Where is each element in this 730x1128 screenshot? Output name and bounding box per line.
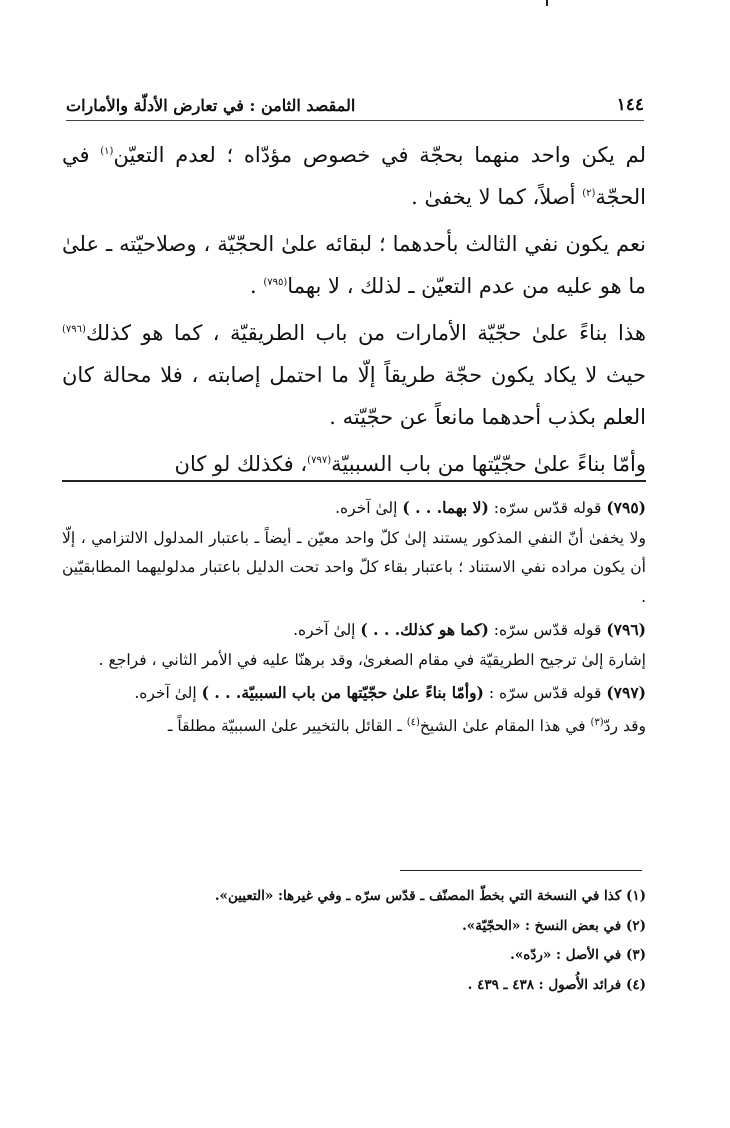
text-run: وأمّا بناءً علىٰ حجّيّتها من باب السببيّة [331, 452, 646, 476]
paragraph-1 [62, 134, 646, 218]
text-run: إلىٰ آخره. [335, 499, 403, 517]
commentary-ref: (٧٩٦) [62, 324, 86, 335]
footnote-ref: (٣) [590, 716, 604, 728]
commentary-796-heading [62, 615, 646, 646]
footnote-divider [400, 870, 642, 871]
quoted-text: (لا بهما. . . ) [402, 498, 489, 517]
commentary-number: (٧٩٦) [606, 620, 646, 639]
commentary-ref: (٧٩٥) [263, 277, 288, 288]
text-run: ، فكذلك لو كان [174, 452, 308, 476]
text-run: في هذا المقام علىٰ الشيخ [419, 716, 591, 735]
paragraph-3 [62, 312, 646, 438]
text-run: في الحجّة [62, 143, 646, 209]
text-run: . [250, 274, 264, 298]
commentary-795-heading [62, 493, 646, 524]
text-run: لم يكن واحد منهما بحجّة في خصوص مؤدّاه ؛ لعدم التعيّن [113, 143, 646, 167]
text-run: نعم يكون نفي الثالث بأحدهما ؛ لبقائه علىٰ الحجّيّة ، وصلاحيّته ـ علىٰ ما هو عليه من عدم التعيّن ـ لذلك ، لا بهما [62, 232, 646, 298]
text-run: إلىٰ آخره. [293, 621, 361, 639]
commentary-797-body [62, 712, 646, 742]
commentary-796-body: إشارة إلىٰ ترجيح الطريقيّة في مقام الصغرىٰ، وقد برهنّا عليه في الأمر الثاني ، فراجع . [98, 650, 646, 669]
page-number: ١٤٤ [616, 95, 644, 115]
quoted-text: (كما هو كذلك. . . ) [360, 620, 489, 639]
footnotes [62, 882, 646, 1000]
commentary-795-body: ولا يخفىٰ أنّ النفي المذكور يستند إلىٰ كلّ واحد معيّن ـ أيضاً ـ باعتبار المدلول الالتزامي ، إلّا أن يكون مراده نفي الاستناد ؛ باعتبار بقاء كلّ واحد تحت الدليل باعتبار مدلوليهما المطابقيّين . [62, 528, 646, 606]
commentary-ref: (٧٩٧) [307, 455, 332, 466]
text-run: وقد ردّ [603, 716, 646, 735]
text-run: حيث لا يكاد يكون حجّة طريقاً إلّا ما احتمل إصابته ، فلا محالة كان العلم بكذب أحدهما مانعاً عن حجّيّته . [62, 363, 646, 429]
footnote-ref: (٤) [406, 716, 420, 728]
commentary-number: (٧٩٧) [606, 683, 646, 702]
footnote-2: (٢) في بعض النسخ : «الحجّيّة». [462, 917, 646, 934]
commentary-number: (٧٩٥) [606, 498, 646, 517]
main-text [62, 134, 646, 490]
footnote-3: (٣) في الأصل : «ردّه». [510, 947, 646, 963]
commentary-797-heading [62, 678, 646, 709]
text-run: إلىٰ آخره. [134, 684, 202, 702]
paragraph-2 [62, 223, 646, 307]
footnote-1: (١) كذا في النسخة التي بخطّ المصنّف ـ قدّس سرّه ـ وفي غيرها: «التعيين». [214, 888, 646, 904]
footnote-ref: (٢) [582, 188, 596, 199]
footnote-ref: (١) [100, 146, 114, 157]
edge-mark [546, 0, 548, 6]
text-run: قوله قدّس سرّه: [488, 621, 607, 639]
commentary-divider [62, 480, 646, 482]
footnote-4: (٤) فرائد الأُصول : ٤٣٨ ـ ٤٣٩ . [467, 976, 646, 993]
running-header [66, 90, 644, 121]
text-run: ـ القائل بالتخيير علىٰ السببيّة مطلقاً ـ [167, 716, 407, 735]
text-run: قوله قدّس سرّه: [488, 499, 607, 517]
text-run: أصلاً، كما لا يخفىٰ . [411, 185, 583, 209]
header-title: المقصد الثامن : في تعارض الأدلّة والأمارات [66, 95, 356, 115]
text-run: هذا بناءً علىٰ حجّيّة الأمارات من باب الطريقيّة ، كما هو كذلك [85, 321, 646, 345]
paragraph-4 [62, 443, 646, 485]
quoted-text: (وأمّا بناءً علىٰ حجّيّتها من باب السببيّة. . . ) [201, 683, 484, 702]
commentary-section [62, 490, 646, 741]
text-run: قوله قدّس سرّه : [483, 684, 607, 702]
